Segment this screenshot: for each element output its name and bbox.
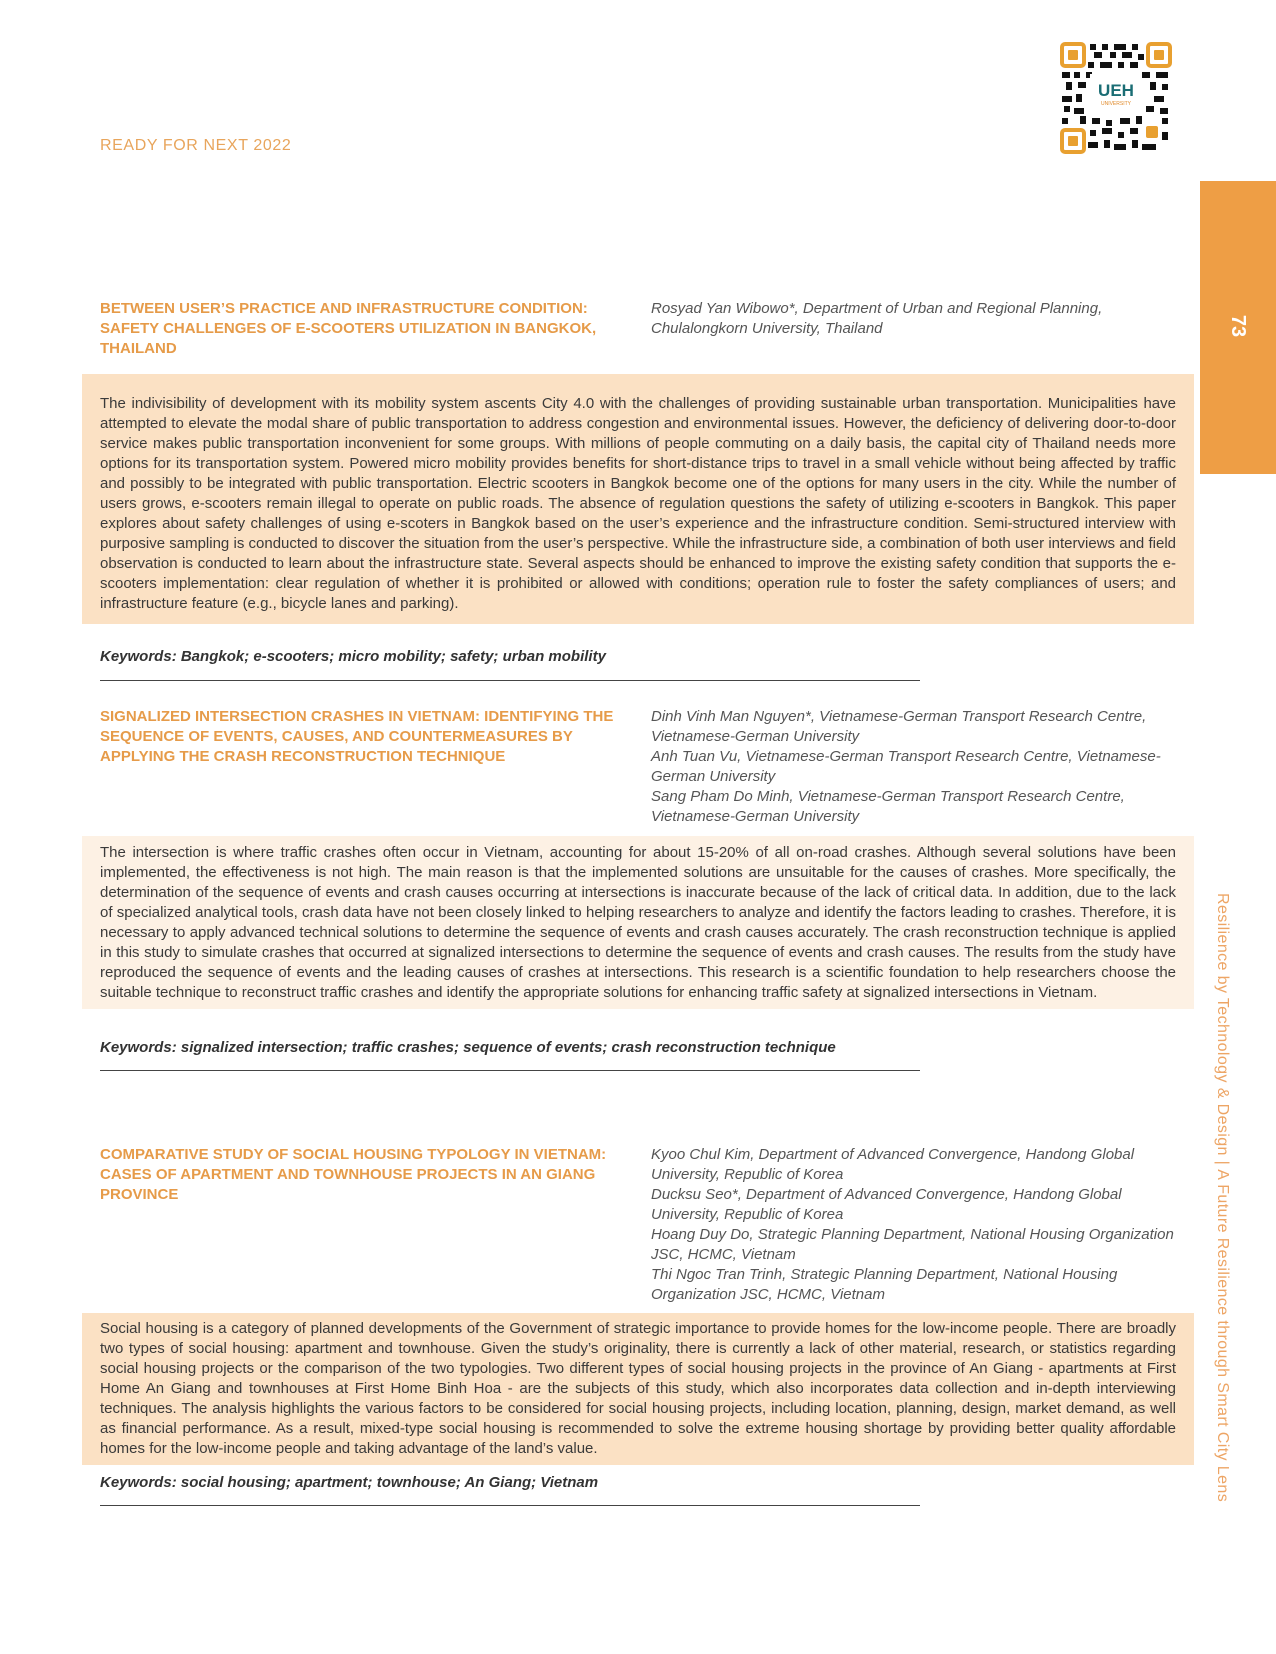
author-line: Sang Pham Do Minh, Vietnamese-German Transport Research Centre, Vietnamese-German University bbox=[651, 788, 1125, 825]
paper-2-keywords: Keywords: signalized intersection; traffic crashes; sequence of events; crash reconstruction technique bbox=[100, 1039, 836, 1056]
qr-code bbox=[1058, 40, 1174, 156]
author-line: Anh Tuan Vu, Vietnamese-German Transport Research Centre, Vietnamese-German University bbox=[651, 748, 1161, 785]
paper-2-abstract: The intersection is where traffic crashes often occur in Vietnam, accounting for about 15-20% of all on-road crashes. Although several solutions have been implemented, the effectiveness is not high. The main reason is that the implemented solutions are unsuitable for the causes of crashes. More specifically, the determination of the sequence of events and crash causes occurring at intersections is inaccurate because of the lack of critical data. In addition, due to the lack of specialized analytical tools, crash data have not been closely linked to helping researchers to analyze and identify the factors leading to crashes. Therefore, it is necessary to apply advanced technical solutions to determine the sequence of events and crash causes accurately. The crash reconstruction technique is applied in this study to simulate crashes that occurred at signalized intersections to determine the sequence of events and crash causes. The results from the study have reproduced the sequence of events and the leading causes of crashes at intersections. This research is a scientific foundation to help researchers choose the suitable technique to reconstruct traffic crashes and identify the appropriate solutions for enhancing traffic safety at signalized intersections in Vietnam. bbox=[100, 844, 1176, 1001]
running-header: READY FOR NEXT 2022 bbox=[100, 137, 292, 154]
paper-2-title: SIGNALIZED INTERSECTION CRASHES IN VIETNAM: IDENTIFYING THE SEQUENCE OF EVENTS, CAUSES, AND COUNTERMEASURES BY APPLYING THE CRASH RECONSTRUCTION TECHNIQUE bbox=[100, 708, 614, 765]
divider bbox=[100, 1070, 920, 1071]
paper-1-abstract: The indivisibility of development with its mobility system ascents City 4.0 with the challenges of providing sustainable urban transportation. Municipalities have attempted to elevate the modal share of public transportation to address congestion and environmental issues. However, the deficiency of delivering door-to-door service makes public transportation inconvenient for some groups. With millions of people commuting on a daily basis, the capital city of Thailand needs more options for its transportation system. Powered micro mobility provides benefits for short-distance trips to travel in a small vehicle without being affected by traffic and possibly to be integrated with public transportation. Electric scooters in Bangkok become one of the options for many users in the city. While the number of users grows, e-scooters remain illegal to operate on public roads. The absence of regulation questions the safety of utilizing e-scooters in Bangkok. This paper explores about safety challenges of using e-scoters in Bangkok based on the user’s experience and the infrastructure condition. Semi-structured interview with purposive sampling is conducted to discover the situation from the user’s perspective. While the infrastructure side, a combination of both user interviews and field observation is conducted to learn about the infrastructure state. Several aspects should be enhanced to improve the existing safety condition that supports the e-scooters implementation: clear regulation of whether it is prohibited or allowed with conditions; operation rule to foster the safety compliances of users; and infrastructure feature (e.g., bicycle lanes and parking). bbox=[100, 395, 1176, 612]
author-line: Rosyad Yan Wibowo*, Department of Urban and Regional Planning, Chulalongkorn University, Thailand bbox=[651, 300, 1103, 337]
divider bbox=[100, 1505, 920, 1506]
paper-1-title: BETWEEN USER’S PRACTICE AND INFRASTRUCTURE CONDITION: SAFETY CHALLENGES OF E-SCOOTERS UTILIZATION IN BANGKOK, THAILAND bbox=[100, 300, 597, 357]
paper-3-abstract-box bbox=[82, 1313, 1194, 1465]
qr-logo-subtext: UNIVERSITY bbox=[1100, 101, 1132, 107]
paper-1-abstract-box bbox=[82, 374, 1194, 624]
paper-3-keywords: Keywords: social housing; apartment; townhouse; An Giang; Vietnam bbox=[100, 1474, 599, 1491]
paper-2-abstract-box bbox=[82, 836, 1194, 1009]
paper-1-authors bbox=[651, 299, 1181, 339]
author-line: Ducksu Seo*, Department of Advanced Convergence, Handong Global University, Republic of Korea bbox=[651, 1186, 1122, 1223]
paper-3-title: COMPARATIVE STUDY OF SOCIAL HOUSING TYPOLOGY IN VIETNAM: CASES OF APARTMENT AND TOWNHOUSE PROJECTS IN AN GIANG PROVINCE bbox=[100, 1146, 607, 1203]
author-line: Thi Ngoc Tran Trinh, Strategic Planning Department, National Housing Organization JSC, HCMC, Vietnam bbox=[651, 1266, 1118, 1303]
paper-2-authors bbox=[651, 707, 1181, 827]
page-number: 73 bbox=[1227, 314, 1249, 338]
side-running-title: Resilience by Technology & Design | A Future Resilience through Smart City Lens bbox=[1214, 893, 1231, 1503]
paper-1-keywords: Keywords: Bangkok; e-scooters; micro mobility; safety; urban mobility bbox=[100, 648, 606, 665]
divider bbox=[100, 680, 920, 681]
author-line: Kyoo Chul Kim, Department of Advanced Convergence, Handong Global University, Republic of Korea bbox=[651, 1146, 1135, 1183]
paper-3-authors bbox=[651, 1145, 1181, 1305]
paper-3-abstract: Social housing is a category of planned developments of the Government of strategic importance to provide homes for the low-income people. There are broadly two types of social housing: apartment and townhouse. Given the study’s originality, there is currently a lack of other material, research, or statistics regarding social housing projects or the comparison of the two typologies. Two different types of social housing projects in the province of An Giang - apartments at First Home An Giang and townhouses at First Home Binh Hoa - are the subjects of this study, which also incorporates data collection and in-depth interviewing techniques. The analysis highlights the various factors to be considered for social housing projects, including location, planning, design, market demand, as well as financial performance. As a result, mixed-type social housing is recommended to solve the extreme housing shortage by providing better quality affordable homes for the low-income people and taking advantage of the land’s value. bbox=[100, 1320, 1176, 1457]
qr-logo-text: UEH bbox=[1098, 81, 1134, 100]
author-line: Dinh Vinh Man Nguyen*, Vietnamese-German Transport Research Centre, Vietnamese-German University bbox=[651, 708, 1147, 745]
author-line: Hoang Duy Do, Strategic Planning Department, National Housing Organization JSC, HCMC, Vietnam bbox=[651, 1226, 1174, 1263]
